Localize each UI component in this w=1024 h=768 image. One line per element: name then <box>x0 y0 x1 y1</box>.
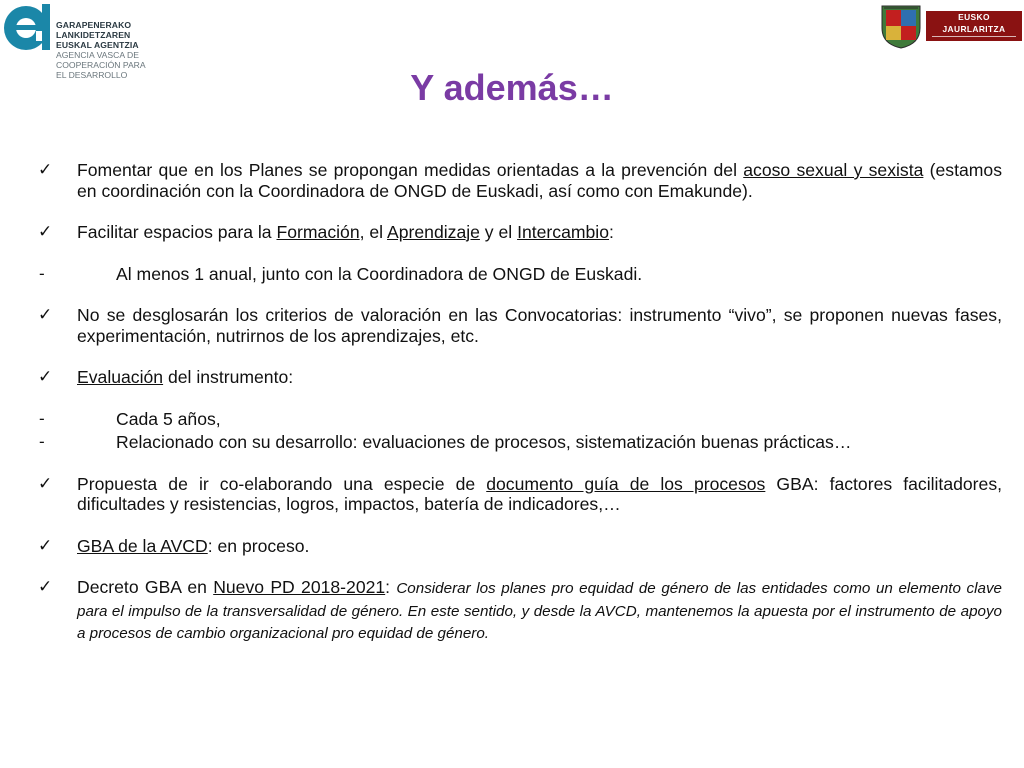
bullet-item-guide-document <box>34 474 1002 515</box>
sub-item-text: Cada 5 años, <box>116 408 221 429</box>
bullet-item-learning-spaces <box>34 222 1002 243</box>
bullet-text: Propuesta de ir co-elaborando una especie de <box>77 473 487 494</box>
italic-quote: Considerar los planes pro equidad de género de las entidades como un elemento clave para el impulso de la transversalidad de género. En este sentido, y desde la AVCD, mantenemos la apuesta por el instrumento de apoyo a procesos de cambio organizacional pro equidad de género. <box>77 580 1002 642</box>
bullet-text: del instrumento: <box>163 367 294 387</box>
basque-coat-of-arms-icon <box>878 2 924 50</box>
sub-item-text: Relacionado con su desarrollo: evaluaciones de procesos, sistematización buenas prácticas… <box>116 432 852 452</box>
government-name-es: GOBIERNO VASCO <box>932 39 1016 49</box>
bullet-item-evaluation <box>34 367 1002 388</box>
underlined-term-aprendizaje: Aprendizaje <box>387 222 480 242</box>
underlined-term-intercambio: Intercambio <box>517 222 609 242</box>
checkmark-icon: ✓ <box>38 535 53 555</box>
government-name-divider <box>932 36 1016 37</box>
bullet-text: y el <box>479 222 518 242</box>
checkmark-icon: ✓ <box>38 305 53 324</box>
agency-name-eu-2: LANKIDETZAREN <box>56 30 131 40</box>
bullet-text: GBA: factores facilitadores, dificultades y resistencias, logros, impactos, batería de indicadores,… <box>77 473 1003 514</box>
checkmark-icon: ✓ <box>38 222 53 241</box>
dash-marker: - <box>39 408 45 428</box>
checkmark-icon: ✓ <box>38 160 53 179</box>
bullet-text: : <box>385 577 397 597</box>
page-title: Y además… <box>410 67 614 108</box>
agency-name-eu-3: EUSKAL AGENTZIA <box>56 40 139 50</box>
agency-name-es-3: EL DESARROLLO <box>56 70 128 80</box>
bullet-item-harassment <box>34 160 1002 201</box>
underlined-term: Evaluación <box>77 367 164 387</box>
bullet-text: Decreto GBA en <box>77 577 214 597</box>
bullet-item-decree <box>34 577 1002 645</box>
underlined-term: documento guía de los procesos <box>486 473 766 494</box>
slide-body <box>34 160 1002 645</box>
bullet-text: (estamos en coordinación con la Coordinadora de ONGD de Euskadi, así como con Emakunde). <box>77 160 1002 201</box>
checkmark-icon: ✓ <box>38 367 53 386</box>
bullet-text: : <box>609 222 614 242</box>
bullet-text: No se desglosarán los criterios de valoración en las Convocatorias: instrumento “vivo”, se proponen nuevas fases, experimentación, nutrirnos de los aprendizajes, etc. <box>77 305 1002 346</box>
sub-item-development <box>34 432 1002 453</box>
agency-name-es-2: COOPERACIÓN PARA <box>56 60 146 70</box>
bullet-text: : en proceso. <box>207 535 310 556</box>
bullet-text: Facilitar espacios para la <box>77 222 277 242</box>
bullet-text: Fomentar que en los Planes se propongan medidas orientadas a la prevención del <box>77 160 744 180</box>
sub-item-five-years <box>34 409 1002 430</box>
underlined-term: Nuevo PD 2018-2021 <box>213 577 386 597</box>
dash-marker: - <box>39 263 45 283</box>
bullet-item-criteria <box>34 305 1002 346</box>
checkmark-icon: ✓ <box>38 473 53 493</box>
bullet-text: , el <box>359 222 387 242</box>
underlined-term: acoso sexual y sexista <box>743 160 924 180</box>
agency-name-es-1: AGENCIA VASCA DE <box>56 50 139 60</box>
government-name-eu: EUSKO JAURLARITZA <box>942 12 1006 34</box>
government-name-box <box>926 11 1022 49</box>
agency-name-eu-1: GARAPENERAKO <box>56 20 132 30</box>
sub-item-text: Al menos 1 anual, junto con la Coordinadora de ONGD de Euskadi. <box>116 263 643 284</box>
government-logo <box>878 2 1022 50</box>
underlined-term-formacion: Formación <box>276 222 360 242</box>
agency-e-logo-icon <box>2 2 54 54</box>
bullet-item-gba-avcd <box>34 536 1002 557</box>
sub-item-annual <box>34 264 1002 285</box>
underlined-term: GBA de la AVCD <box>77 535 208 556</box>
dash-marker: - <box>39 432 45 451</box>
checkmark-icon: ✓ <box>38 577 53 596</box>
